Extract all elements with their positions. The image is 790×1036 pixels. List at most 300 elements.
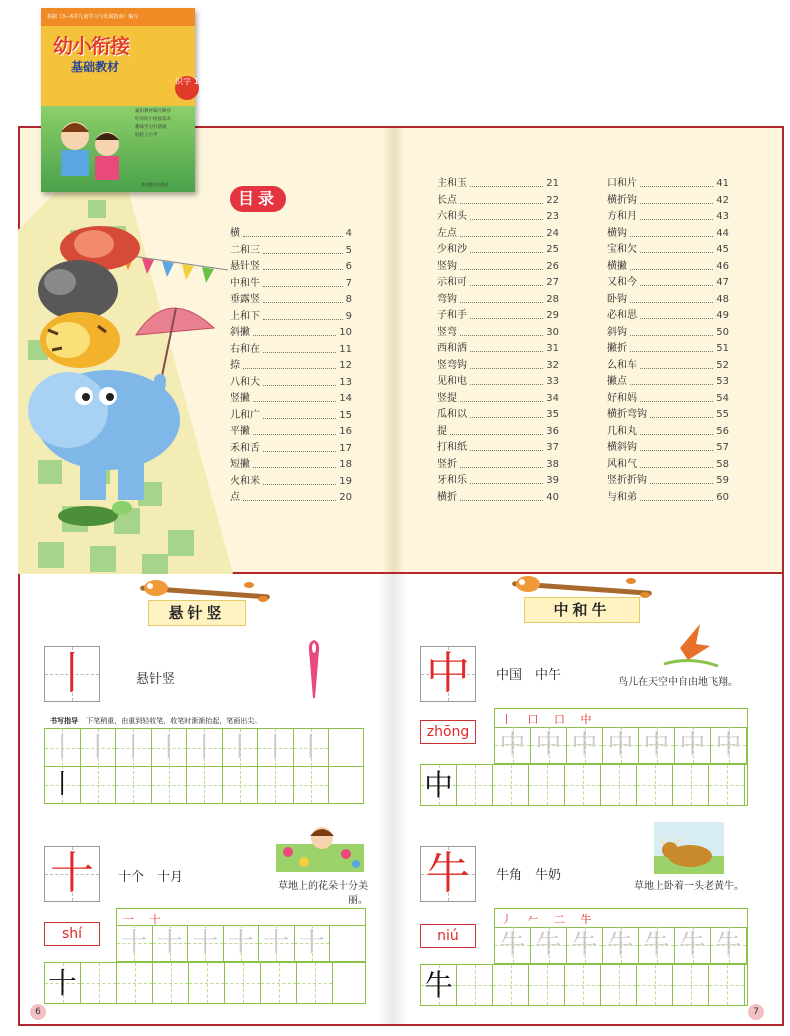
toc-entry-page: 46	[716, 260, 729, 272]
toc-leader-dots	[640, 275, 713, 286]
writing-cell[interactable]	[45, 963, 81, 1003]
writing-cell[interactable]	[529, 965, 565, 1005]
toc-entry-label: 斜钩	[607, 326, 627, 338]
stroke-order: 一 十	[123, 913, 167, 926]
toc-entry-label: 横撇	[607, 260, 627, 272]
trace-char: 牛	[571, 930, 598, 960]
toc-entry-label: 横斜钩	[607, 442, 637, 453]
toc-entry-label: 宝和欠	[607, 244, 637, 255]
toc-leader-dots	[650, 473, 713, 484]
cover-title: 幼小衔接	[53, 34, 129, 58]
char: 中	[426, 648, 470, 699]
model-char: 中	[424, 768, 453, 802]
writing-cell[interactable]	[495, 927, 531, 963]
toc-entry-page: 44	[716, 227, 729, 239]
guide-text: 下笔稍重，由重到轻收笔，收笔时渐渐抬起，笔画出尖。	[86, 717, 262, 725]
toc-entry-label: 长点	[437, 194, 457, 206]
writing-cell[interactable]	[567, 927, 603, 963]
toc-entry	[437, 440, 559, 456]
toc-entry	[607, 259, 729, 275]
toc-leader-dots	[470, 341, 543, 352]
toc-entry	[607, 473, 729, 489]
toc-entry-page: 13	[339, 376, 352, 388]
trace-char: 牛	[679, 930, 706, 960]
toc-entry	[607, 325, 729, 341]
writing-cell[interactable]	[603, 927, 639, 963]
writing-cell[interactable]	[601, 765, 637, 805]
practice-grid	[44, 962, 366, 1004]
toc-entry-label: 卧钩	[607, 293, 627, 305]
toc-leader-dots	[470, 308, 543, 319]
trace-char: 十	[121, 928, 148, 958]
toc-entry	[607, 440, 729, 456]
toc-entry	[230, 342, 352, 358]
writing-cell[interactable]	[117, 925, 153, 961]
toc-leader-dots	[460, 259, 543, 270]
toc-entry-label: 示和可	[437, 277, 467, 288]
toc-entry	[607, 490, 729, 506]
toc-leader-dots	[253, 325, 336, 336]
toc-entry-page: 58	[716, 458, 729, 470]
toc-entry-label: 点	[230, 492, 240, 503]
writing-cell[interactable]	[258, 729, 294, 766]
toc-entry-label: 六和头	[437, 211, 467, 222]
toc-leader-dots	[640, 308, 713, 319]
toc-entry-page: 57	[716, 442, 729, 453]
toc-entry	[230, 325, 352, 341]
toc-entry-label: 竖提	[437, 392, 457, 404]
toc-entry	[607, 424, 729, 440]
toc-entry-page: 52	[716, 359, 729, 371]
writing-guide	[50, 716, 261, 726]
toc-entry-page: 36	[546, 425, 559, 437]
toc-entry-page: 28	[546, 293, 559, 305]
toc-entry-page: 9	[345, 310, 352, 322]
writing-cell[interactable]	[675, 927, 711, 963]
trace-char: 中	[571, 730, 598, 760]
toc-title: 目录	[230, 186, 286, 212]
toc-leader-dots	[460, 457, 543, 468]
writing-cell[interactable]	[223, 729, 259, 766]
pinyin-label: niú	[420, 924, 476, 948]
toc-entry-label: 横折钩	[607, 194, 637, 206]
toc-entry	[230, 408, 352, 424]
writing-cell[interactable]	[457, 765, 493, 805]
toc-entry-page: 25	[546, 244, 559, 255]
toc-entry	[437, 490, 559, 506]
toc-entry	[437, 176, 559, 192]
toc-entry	[607, 308, 729, 324]
toc-entry-label: 横折弯钩	[607, 409, 647, 420]
practice-grid	[420, 964, 748, 1006]
toc-entry-page: 18	[339, 459, 352, 470]
writing-cell[interactable]	[495, 727, 531, 763]
toc-leader-dots	[243, 358, 336, 369]
toc-entry-page: 60	[716, 491, 729, 503]
trace-char: 牛	[535, 930, 562, 960]
writing-cell[interactable]	[294, 766, 330, 803]
toc-entry	[437, 358, 559, 374]
char-box	[420, 646, 476, 702]
toc-leader-dots	[263, 342, 336, 353]
toc-leader-dots	[263, 292, 343, 303]
toc-entry-label: 风和气	[607, 458, 637, 470]
writing-cell[interactable]	[711, 927, 747, 963]
toc-entry	[607, 275, 729, 291]
writing-cell[interactable]	[261, 963, 297, 1003]
toc-entry-label: 西和洒	[437, 343, 467, 354]
toc-entry-page: 33	[546, 376, 559, 387]
toc-leader-dots	[650, 407, 713, 418]
toc-leader-dots	[460, 292, 543, 303]
writing-cell[interactable]	[259, 925, 295, 961]
toc-entry-label: 必和思	[607, 310, 637, 321]
toc-entry	[437, 325, 559, 341]
example-sentence: 鸟儿在天空中自由地飞翔。	[618, 677, 738, 688]
toc-entry-page: 55	[716, 409, 729, 420]
lesson-title: 悬针竖	[148, 600, 246, 626]
writing-cell[interactable]	[152, 766, 188, 803]
toc-leader-dots	[263, 259, 343, 270]
toc-entry-page: 19	[339, 475, 352, 487]
toc-entry-page: 11	[339, 343, 352, 355]
toc-entry-label: 儿和广	[230, 409, 260, 421]
toc-entry-label: 右和在	[230, 343, 260, 355]
writing-cell[interactable]	[187, 729, 223, 766]
toc-entry-label: 竖钩	[437, 260, 457, 272]
toc-entry	[607, 209, 729, 225]
toc-entry-page: 41	[716, 178, 729, 189]
toc-entry	[607, 391, 729, 407]
trace-char: 牛	[643, 930, 670, 960]
toc-leader-dots	[263, 375, 336, 386]
toc-entry	[437, 292, 559, 308]
toc-entry	[230, 490, 352, 506]
toc-entry	[437, 391, 559, 407]
writing-cell[interactable]	[81, 729, 117, 766]
trace-char: 丨	[226, 732, 254, 763]
writing-cell[interactable]	[258, 766, 294, 803]
writing-cell[interactable]	[81, 963, 117, 1003]
writing-cell[interactable]	[709, 965, 745, 1005]
book-fold	[383, 128, 405, 572]
writing-cell[interactable]	[675, 727, 711, 763]
toc-entry-page: 10	[339, 327, 352, 338]
toc-leader-dots	[640, 490, 713, 501]
toc-entry-label: 与和弟	[607, 491, 637, 503]
toc-entry-page: 56	[716, 425, 729, 437]
toc-entry-label: 中和牛	[230, 277, 260, 289]
toc-entry-page: 4	[345, 228, 352, 239]
toc-entry	[607, 374, 729, 390]
trace-char: 牛	[715, 930, 742, 960]
toc-entry-page: 51	[716, 343, 729, 354]
toc-entry-page: 43	[716, 211, 729, 222]
toc-entry-label: 主和玉	[437, 178, 467, 189]
toc-entry	[437, 341, 559, 357]
toc-entry-page: 48	[716, 293, 729, 305]
writing-cell[interactable]	[567, 727, 603, 763]
toc-leader-dots	[243, 490, 336, 501]
toc-leader-dots	[263, 474, 336, 485]
writing-cell[interactable]	[637, 965, 673, 1005]
toc-leader-dots	[460, 490, 543, 501]
bird-icon	[660, 620, 720, 672]
toc-leader-dots	[263, 243, 343, 254]
toc-leader-dots	[460, 193, 543, 204]
toc-entry	[230, 424, 352, 440]
trace-char: 十	[192, 928, 219, 958]
toc-entry-page: 30	[546, 326, 559, 338]
toc-entry-label: 子和手	[437, 310, 467, 321]
writing-cell[interactable]	[45, 766, 81, 803]
toc-entry-label: 捺	[230, 360, 240, 371]
cover-badge: 识字 1	[175, 76, 199, 100]
writing-cell[interactable]	[711, 727, 747, 763]
toc-leader-dots	[470, 374, 543, 385]
toc-entry-label: 打和纸	[437, 442, 467, 453]
toc-entry-label: 悬针竖	[230, 261, 260, 272]
writing-cell[interactable]	[493, 765, 529, 805]
toc-entry	[437, 424, 559, 440]
writing-cell[interactable]	[225, 963, 261, 1003]
cover-children-scene	[41, 106, 195, 192]
writing-cell[interactable]	[639, 927, 675, 963]
toc-leader-dots	[640, 358, 713, 369]
writing-cell[interactable]	[188, 925, 224, 961]
stroke-order: 丨 口 口 中	[501, 713, 598, 726]
toc-entry	[437, 275, 559, 291]
book-cover	[41, 8, 199, 192]
toc-entry	[230, 309, 352, 325]
practice-grid	[494, 908, 748, 964]
example-sentence: 草地上的花朵十分美丽。	[278, 881, 368, 906]
writing-cell[interactable]	[421, 765, 457, 805]
animal-stack-illustration	[18, 190, 233, 574]
trace-char: 中	[643, 730, 670, 760]
children-icon	[41, 106, 195, 192]
toc-entry	[230, 226, 352, 242]
writing-cell[interactable]	[639, 727, 675, 763]
toc-entry-label: 横	[230, 228, 240, 239]
toc-leader-dots	[243, 226, 343, 237]
toc-leader-dots	[640, 209, 713, 220]
writing-cell[interactable]	[297, 963, 333, 1003]
toc-entry-label: 瓜和以	[437, 409, 467, 420]
cover-bullet: 趣味学习打基础	[135, 125, 167, 130]
toc-entry	[437, 457, 559, 473]
toc-leader-dots	[460, 226, 543, 237]
toc-entry-page: 45	[716, 244, 729, 255]
trace-char: 中	[535, 730, 562, 760]
toc-entry-page: 14	[339, 393, 352, 404]
toc-leader-dots	[253, 457, 336, 468]
writing-cell[interactable]	[116, 729, 152, 766]
toc-entry-label: 方和月	[607, 211, 637, 222]
trace-char: 丨	[119, 732, 147, 763]
trace-char: 十	[156, 928, 183, 958]
writing-cell[interactable]	[601, 965, 637, 1005]
toc-entry	[437, 374, 559, 390]
writing-cell[interactable]	[45, 729, 81, 766]
cover-bullet: 轻松上小学	[135, 133, 158, 138]
writing-cell[interactable]	[224, 925, 260, 961]
toc-entry-page: 54	[716, 392, 729, 404]
writing-cell[interactable]	[673, 765, 709, 805]
writing-cell[interactable]	[709, 765, 745, 805]
writing-cell[interactable]	[223, 766, 259, 803]
toc-entry-page: 8	[345, 294, 352, 305]
toc-leader-dots	[470, 176, 543, 187]
toc-entry-page: 27	[546, 277, 559, 288]
toc-leader-dots	[470, 209, 543, 220]
writing-cell[interactable]	[117, 963, 153, 1003]
char-box	[44, 846, 100, 902]
writing-cell[interactable]	[294, 729, 330, 766]
toc-leader-dots	[630, 259, 713, 270]
writing-cell[interactable]	[565, 965, 601, 1005]
toc-entry	[607, 176, 729, 192]
toc-entry	[437, 193, 559, 209]
toc-entry	[437, 407, 559, 423]
toc-entry-label: 二和三	[230, 244, 260, 256]
stroke-char: 丨	[50, 648, 94, 699]
example-words: 牛角 牛奶	[496, 868, 562, 883]
toc-entry-label: 竖弯钩	[437, 359, 467, 371]
cover-subtitle: 基础教材	[71, 60, 120, 74]
toc-entry	[437, 209, 559, 225]
toc-leader-dots	[263, 276, 343, 287]
writing-cell[interactable]	[295, 925, 331, 961]
toc-entry-page: 6	[345, 261, 352, 272]
writing-cell[interactable]	[529, 765, 565, 805]
toc-leader-dots	[640, 391, 713, 402]
toc-entry-label: 撇折	[607, 343, 627, 354]
stroke-order: 丿 𠂉 二 牛	[501, 913, 598, 926]
toc-entry-label: 上和下	[230, 310, 260, 322]
toc-entry-label: 斜撇	[230, 327, 250, 338]
toc-entry-page: 26	[546, 260, 559, 272]
writing-cell[interactable]	[673, 965, 709, 1005]
toc-entry-label: 左点	[437, 227, 457, 239]
toc-entry	[230, 441, 352, 457]
toc-entry-label: 竖折折钩	[607, 475, 647, 486]
toc-entry	[230, 457, 352, 473]
practice-grid	[116, 908, 366, 962]
trace-char: 十	[227, 928, 254, 958]
page-number: 7	[748, 1004, 764, 1020]
trace-char: 丨	[297, 732, 325, 763]
writing-cell[interactable]	[637, 765, 673, 805]
toc-entry	[607, 292, 729, 308]
toc-entry-label: 竖弯	[437, 326, 457, 338]
writing-cell[interactable]	[493, 965, 529, 1005]
toc-entry-label: 横折	[437, 491, 457, 503]
toc-entry	[230, 243, 352, 259]
toc-leader-dots	[640, 440, 713, 451]
toc-leader-dots	[263, 408, 336, 419]
toc-leader-dots	[640, 242, 713, 253]
trace-char: 丨	[84, 732, 112, 763]
toc-leader-dots	[470, 407, 543, 418]
model-char: 十	[48, 966, 77, 1000]
writing-cell[interactable]	[531, 727, 567, 763]
toc-leader-dots	[450, 424, 543, 435]
writing-cell[interactable]	[421, 965, 457, 1005]
toc-entry-label: 短撇	[230, 459, 250, 470]
toc-entry	[230, 375, 352, 391]
toc-entry	[607, 407, 729, 423]
toc-entry	[437, 226, 559, 242]
chameleon-icon	[514, 572, 542, 594]
toc-entry-page: 34	[546, 392, 559, 404]
writing-cell[interactable]	[187, 766, 223, 803]
writing-cell[interactable]	[531, 927, 567, 963]
toc-entry	[437, 259, 559, 275]
trace-char: 中	[499, 730, 526, 760]
toc-entry-label: 见和电	[437, 376, 467, 387]
toc-leader-dots	[640, 457, 713, 468]
toc-leader-dots	[640, 424, 713, 435]
toc-entry-label: 又和今	[607, 277, 637, 288]
trace-char: 丨	[48, 732, 76, 763]
toc-leader-dots	[460, 391, 543, 402]
writing-cell[interactable]	[116, 766, 152, 803]
toc-entry-label: 口和片	[607, 178, 637, 189]
toc-entry-page: 7	[345, 277, 352, 289]
cover-bullet: 针对幼小衔接需求	[135, 117, 171, 122]
practice-grid	[44, 728, 364, 804]
toc-leader-dots	[253, 424, 336, 435]
writing-cell[interactable]	[457, 965, 493, 1005]
writing-cell[interactable]	[81, 766, 117, 803]
toc-entry-label: 平撇	[230, 426, 250, 437]
toc-entry-label: 禾和舌	[230, 442, 260, 454]
toc-entry-page: 38	[546, 458, 559, 470]
writing-cell[interactable]	[189, 963, 225, 1003]
char-box	[420, 846, 476, 902]
toc-entry-label: 么和车	[607, 359, 637, 371]
toc-entry-page: 16	[339, 426, 352, 437]
toc-entry	[607, 242, 729, 258]
toc-entry	[437, 473, 559, 489]
toc-entry-page: 35	[546, 409, 559, 420]
writing-cell[interactable]	[152, 729, 188, 766]
toc-entry-label: 竖撇	[230, 393, 250, 404]
toc-entry-page: 21	[546, 178, 559, 189]
guide-label: 书写指导	[50, 717, 78, 725]
toc-entry	[437, 308, 559, 324]
toc-entry	[607, 457, 729, 473]
toc-leader-dots	[630, 341, 713, 352]
toc-entry-page: 29	[546, 310, 559, 321]
example-words: 十个 十月	[118, 870, 184, 885]
toc-entry-page: 23	[546, 211, 559, 222]
example-sentence: 草地上卧着一头老黄牛。	[634, 881, 744, 892]
toc-entry-page: 5	[345, 244, 352, 256]
toc-leader-dots	[253, 391, 336, 402]
page-number: 6	[30, 1004, 46, 1020]
writing-cell[interactable]	[565, 765, 601, 805]
writing-cell[interactable]	[153, 963, 189, 1003]
toc-entry	[230, 358, 352, 374]
toc-entry-label: 提	[437, 425, 447, 437]
toc-entry-page: 17	[339, 442, 352, 454]
toc-leader-dots	[470, 275, 543, 286]
writing-cell[interactable]	[603, 727, 639, 763]
writing-cell[interactable]	[153, 925, 189, 961]
practice-grid	[420, 764, 748, 806]
